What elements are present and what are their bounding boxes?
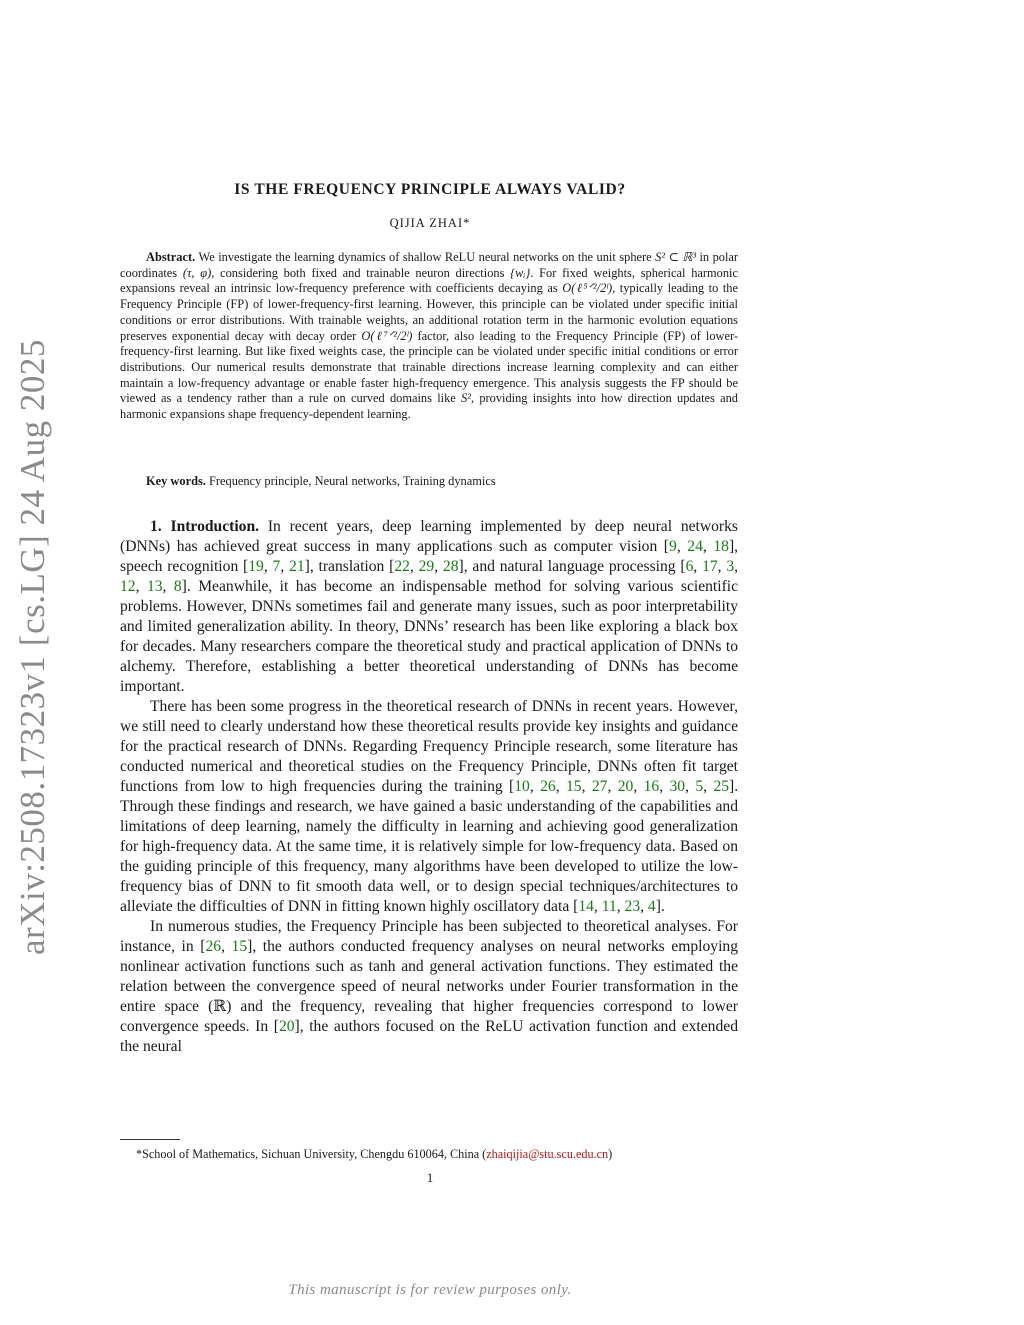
keywords-text: Frequency principle, Neural networks, Training dynamics <box>209 474 496 488</box>
citation-link[interactable]: 3 <box>726 558 735 575</box>
paragraph-text: , <box>633 778 644 795</box>
paragraph-text: , <box>676 538 688 555</box>
math-s2: S² <box>461 391 471 406</box>
citation-link[interactable]: 15 <box>231 938 248 955</box>
citation-link[interactable]: 22 <box>394 558 410 575</box>
paragraph-text: , <box>685 778 696 795</box>
page-number: 1 <box>426 1170 434 1185</box>
citation-link[interactable]: 7 <box>272 558 281 575</box>
citation-link[interactable]: 26 <box>205 938 222 955</box>
paragraph-text: , <box>640 898 648 915</box>
abstract-text: We investigate the learning dynamics of shallow ReLU neural networks on the unit sphere <box>198 250 656 264</box>
paragraph-text: In recent years, deep learning implemented by deep neural networks (DNNs) has achieved great success in many applications such as computer vision [ <box>120 518 738 555</box>
citation-link[interactable]: 14 <box>578 898 594 915</box>
paragraph-text: , <box>135 578 147 595</box>
intro-paragraph-1 <box>120 517 738 697</box>
citation-link[interactable]: 24 <box>687 538 703 555</box>
paragraph-text: , <box>607 778 618 795</box>
citation-link[interactable]: 25 <box>713 778 730 795</box>
math-weights: {wᵢ} <box>510 265 531 280</box>
citation-link[interactable]: 20 <box>278 1018 295 1035</box>
paragraph-text: , <box>659 778 670 795</box>
citation-link[interactable]: 11 <box>601 898 617 915</box>
citation-link[interactable]: 17 <box>702 558 718 575</box>
paragraph-text: , <box>581 778 592 795</box>
citation-link[interactable]: 15 <box>565 778 582 795</box>
citation-link[interactable]: 23 <box>624 898 641 915</box>
citation-link[interactable]: 4 <box>647 898 656 915</box>
abstract-text: in polar coordinates <box>120 250 739 280</box>
paragraph-text: , <box>616 898 625 915</box>
footnote-text: *School of Mathematics, Sichuan University, Chengdu 610064, China ( <box>136 1147 487 1161</box>
paragraph-text: , <box>717 558 727 575</box>
abstract-text: , providing insights into how direction updates and harmonic expansions shape frequency-dependent learning. <box>120 391 738 422</box>
review-notice: This manuscript is for review purposes only. <box>288 1282 572 1298</box>
paragraph-text: , <box>263 558 273 575</box>
paragraph-text: , <box>555 778 566 795</box>
citation-link[interactable]: 10 <box>514 778 530 795</box>
intro-paragraph-2 <box>120 697 738 917</box>
citation-link[interactable]: 27 <box>591 778 608 795</box>
intro-paragraph-3 <box>120 917 738 1057</box>
paragraph-text: , <box>409 558 419 575</box>
author-name: QIJIA ZHAI* <box>389 216 471 230</box>
introduction-section <box>120 517 738 1057</box>
citation-link[interactable]: 26 <box>540 778 556 795</box>
citation-link[interactable]: 16 <box>643 778 660 795</box>
citation-link[interactable]: 13 <box>146 578 163 595</box>
citation-link[interactable]: 20 <box>617 778 634 795</box>
paragraph-text: ], the authors conducted frequency analyses on neural networks employing nonlinear activation functions such as tanh and general activation functions. They estimated the relation between the convergence speed of neural networks under Fourier transformation in the entire space (ℝ) and the frequency, revealing that higher frequencies correspond to lower convergence speeds. In [ <box>120 938 739 1035</box>
paragraph-text: , <box>703 778 714 795</box>
paragraph-text: , <box>734 558 739 575</box>
paragraph-text: ]. <box>655 898 665 915</box>
math-order-trainable: O(ℓ⁷ᐟ²/2ˡ) <box>361 328 413 343</box>
paragraph-text: ], the authors focused on the ReLU activation function and extended the neural <box>120 1018 738 1055</box>
paragraph-text: , <box>221 938 232 955</box>
citation-link[interactable]: 8 <box>173 578 182 595</box>
paragraph-text: ]. Through these findings and research, we have gained a basic understanding of the capabilities and limitations of deep learning, namely the difficulty in learning and achieving good generalization for high-frequency data. At the same time, it is relatively simple for low-frequency data. Based on the guiding principle of this frequency, many algorithms have been developed to utilize the low-frequency bias of DNN to fit smooth data well, or to design special techniques/architectures to alleviate the difficulties of DNN in fitting known highly oscillatory data [ <box>120 778 739 915</box>
arxiv-identifier: arXiv:2508.17323v1 [cs.LG] 24 Aug 2025 <box>13 339 52 955</box>
paragraph-text: , <box>693 558 703 575</box>
paragraph-text: , <box>529 778 541 795</box>
paragraph-text: , <box>593 898 602 915</box>
abstract-text: . For fixed weights, spherical harmonic expansions reveal an intrinsic low-frequency preference with coefficients decaying as <box>120 265 738 296</box>
abstract-text: , typically leading to the Frequency Principle (FP) of lower-frequency-first learning. However, this principle can be violated under specific initial conditions or error distributions. With trainable weights, an additional rotation term in the harmonic evolution equations preserves exponential decay with decay order <box>120 281 738 343</box>
abstract-text: , considering both fixed and trainable neuron directions <box>211 265 511 280</box>
citation-link[interactable]: 30 <box>669 778 686 795</box>
author-footnote <box>136 1147 612 1162</box>
footnote-close: ) <box>608 1147 613 1161</box>
abstract-label: Abstract. <box>146 250 196 264</box>
citation-link[interactable]: 6 <box>685 558 694 575</box>
abstract-text: factor, also leading to the Frequency Principle (FP) of lower-frequency-first learning. But like fixed weights case, the principle can be violated under specific initial conditions or error distributions. Our numerical results demonstrate that trainable directions increase learning complexity and can either maintain a low-frequency advantage or enable faster high-frequency emergence. This analysis suggests the FP should be viewed as a tendency rather than a rule on curved domains like <box>120 328 738 406</box>
paragraph-text: , <box>280 558 290 575</box>
paragraph-text: In numerous studies, the Frequency Principle has been subjected to theoretical analyses. For instance, in [ <box>120 918 738 955</box>
math-sphere: S² ⊂ ℝ³ <box>655 250 696 264</box>
citation-link[interactable]: 18 <box>713 538 729 555</box>
paragraph-text: , <box>162 578 174 595</box>
section-heading: 1. Introduction. <box>150 518 260 535</box>
email-link[interactable]: zhaiqijia@stu.scu.edu.cn <box>486 1147 609 1161</box>
citation-link[interactable]: 5 <box>695 778 704 795</box>
citation-link[interactable]: 21 <box>289 558 305 575</box>
footnote-rule <box>120 1139 180 1140</box>
citation-link[interactable]: 12 <box>120 578 136 595</box>
citation-link[interactable]: 29 <box>418 558 435 575</box>
abstract <box>120 250 738 423</box>
citation-link[interactable]: 19 <box>248 558 264 575</box>
keywords-label: Key words. <box>146 474 206 488</box>
paragraph-text: ], speech recognition [ <box>120 538 739 575</box>
keywords <box>146 474 496 489</box>
math-order-fixed: O(ℓ⁵ᐟ²/2ˡ) <box>562 281 613 296</box>
paper-title: IS THE FREQUENCY PRINCIPLE ALWAYS VALID? <box>234 181 626 198</box>
paragraph-text: ]. Meanwhile, it has become an indispensable method for solving various scientific problems. However, DNNs sometimes fail and generate many issues, such as poor interpretability and limited generalization ability. In theory, DNNs’ research has been like exploring a black box for decades. Many researchers compare the theoretical study and practical application of DNNs to alchemy. Therefore, establishing a better theoretical understanding of DNNs has become important. <box>120 578 739 695</box>
paragraph-text: ], translation [ <box>304 558 395 575</box>
paragraph-text: , <box>434 558 443 575</box>
paragraph-text: There has been some progress in the theoretical research of DNNs in recent years. However, we still need to clearly understand how these theoretical results provide key insights and guidance for the practical research of DNNs. Regarding Frequency Principle research, some literature has conducted numerical and theoretical studies on the Frequency Principle, DNNs often fit target functions from low to high frequencies during the training [ <box>120 698 738 795</box>
paragraph-text: ], and natural language processing [ <box>458 558 686 575</box>
citation-link[interactable]: 28 <box>442 558 459 575</box>
math-coords: (τ, φ) <box>182 265 212 280</box>
paragraph-text: , <box>702 538 714 555</box>
citation-link[interactable]: 9 <box>669 538 677 555</box>
